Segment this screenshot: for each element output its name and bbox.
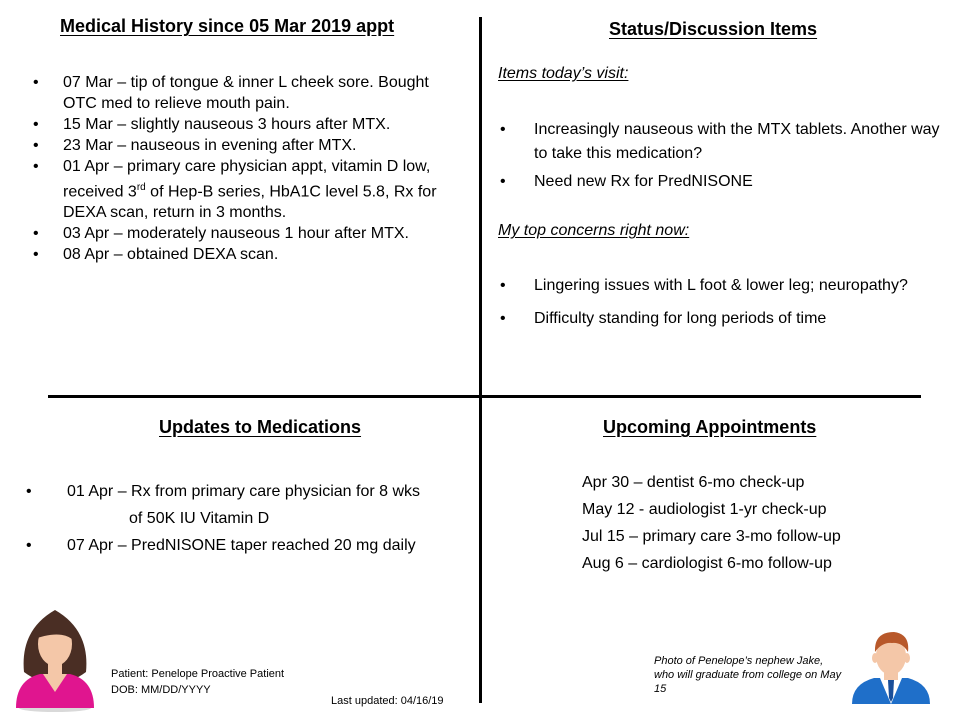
list-item: • 08 Apr – obtained DEXA scan.	[33, 246, 279, 264]
list-item: • Need new Rx for PredNISONE	[500, 173, 753, 190]
appointment-item: Jul 15 – primary care 3-mo follow-up	[582, 528, 841, 545]
today-items-list	[500, 118, 950, 194]
list-item: • Difficulty standing for long periods of time	[500, 310, 827, 327]
list-item: • 03 Apr – moderately nauseous 1 hour after MTX.	[33, 225, 409, 243]
status-discussion-title: Status/Discussion Items	[609, 19, 818, 39]
horizontal-divider	[48, 395, 921, 398]
nephew-avatar-icon	[848, 628, 934, 704]
list-item: • 07 Mar – tip of tongue & inner L cheek sore. Bought OTC med to relieve mouth pain.	[33, 74, 429, 112]
medication-item-2: 07 Apr – PredNISONE taper reached 20 mg daily	[67, 537, 416, 554]
appointment-item: May 12 - audiologist 1-yr check-up	[582, 501, 827, 518]
medical-history-list	[33, 72, 443, 265]
medication-item-line-1: 01 Apr – Rx from primary care physician for 8 wks	[67, 483, 421, 500]
last-updated: Last updated: 04/16/19	[331, 695, 444, 707]
photo-caption: Photo of Penelope’s nephew Jake, who will graduate from college on May 15	[654, 655, 842, 695]
list-item: • 01 Apr – primary care physician appt, vitamin D low, received 3rd of Hep-B series, HbA1C level 5.8, Rx for DEXA scan, return in 3 months.	[33, 158, 437, 222]
medication-bullet-2: •	[26, 537, 32, 554]
medications-title: Updates to Medications	[159, 417, 362, 437]
list-item: • 23 Mar – nauseous in evening after MTX.	[33, 137, 357, 154]
list-item: • 15 Mar – slightly nauseous 3 hours after MTX.	[33, 116, 391, 133]
patient-avatar-icon	[10, 600, 100, 712]
appointment-item: Aug 6 – cardiologist 6-mo follow-up	[582, 555, 832, 572]
appointment-item: Apr 30 – dentist 6-mo check-up	[582, 474, 805, 491]
medication-bullet-1: •	[26, 483, 32, 500]
patient-name: Patient: Penelope Proactive Patient	[111, 668, 285, 680]
list-item: • Lingering issues with L foot & lower leg; neuropathy?	[500, 277, 908, 294]
list-item: • Increasingly nauseous with the MTX tablets. Another way to take this medication?	[500, 121, 940, 162]
vertical-divider	[479, 17, 482, 703]
appointments-title: Upcoming Appointments	[603, 417, 817, 437]
top-concerns-label: My top concerns right now:	[498, 222, 690, 239]
concerns-list	[500, 274, 950, 331]
today-items-label: Items today’s visit:	[498, 65, 629, 82]
medication-item-line-2: of 50K IU Vitamin D	[129, 510, 270, 527]
medical-history-title: Medical History since 05 Mar 2019 appt	[60, 16, 395, 36]
patient-dob: DOB: MM/DD/YYYY	[111, 684, 211, 696]
